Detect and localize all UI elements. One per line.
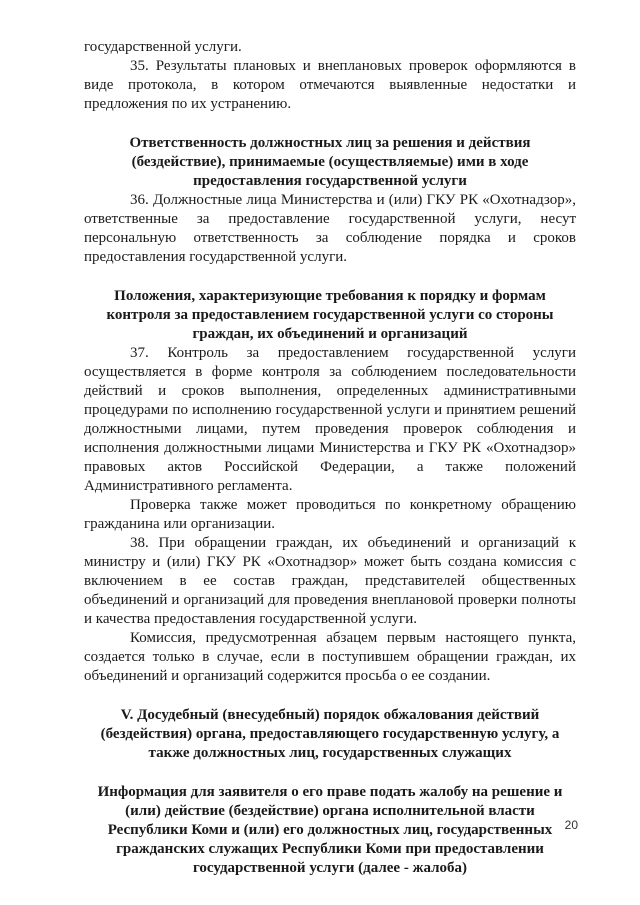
paragraph-intro-tail: государственной услуги. bbox=[84, 39, 242, 55]
paragraph-35: 35. Результаты плановых и внеплановых проверок оформляются в виде протокола, в котором отмечаются выявленные недостатки и предложения по их устранению. bbox=[84, 58, 576, 112]
paragraph-38: 38. При обращении граждан, их объединений и организаций к министру и (или) ГКУ РК «Охотнадзор» может быть создана комиссия с включением в ее состав граждан, представителей общественных объединений и организаций для проведения внеплановой проверки полноты и качества предоставления государственной услуги. bbox=[84, 535, 576, 627]
heading-section-5: V. Досудебный (внесудебный) порядок обжалования действий (бездействия) органа, предоставляющего государственную услугу, а также должностных лиц, государственных служащих bbox=[100, 707, 560, 761]
spacer bbox=[84, 114, 576, 134]
paragraph-37: 37. Контроль за предоставлением государственной услуги осуществляется в форме контроля за соблюдением последовательности действий и сроков выполнения, определенных административными процедурами по исполнению государственной услуги и принятием решений должностными лицами, путем проведения проверок соблюдения и исполнения должностными лицами Министерства и ГКУ РК «Охотнадзор» правовых актов Российской Федерации, а также положений Административного регламента. bbox=[84, 345, 576, 494]
paragraph-36: 36. Должностные лица Министерства и (или) ГКУ РК «Охотнадзор», ответственные за предоставление государственной услуги, несут персональную ответственность за соблюдение порядка и сроков предоставления государственной услуги. bbox=[84, 192, 576, 265]
paragraph-37-extra: Проверка также может проводиться по конкретному обращению гражданина или организации. bbox=[84, 497, 576, 532]
spacer bbox=[84, 763, 576, 783]
page-number: 20 bbox=[564, 818, 578, 832]
paragraph-38-extra: Комиссия, предусмотренная абзацем первым настоящего пункта, создается только в случае, если в поступившем обращении граждан, их объединений и организаций содержится просьба о ее создании. bbox=[84, 630, 576, 684]
heading-complaint-info: Информация для заявителя о его праве подать жалобу на решение и (или) действие (бездействие) органа исполнительной власти Республики Коми и (или) его должностных лиц, государственных гражданских служащих Республики Коми при предоставлении государственной услуги (далее - жалоба) bbox=[97, 784, 563, 876]
document-page bbox=[84, 38, 576, 878]
spacer bbox=[84, 686, 576, 706]
spacer bbox=[84, 267, 576, 287]
heading-responsibility: Ответственность должностных лиц за решения и действия (бездействие), принимаемые (осуществляемые) ими в ходе предоставления государственной услуги bbox=[129, 135, 531, 189]
heading-control: Положения, характеризующие требования к порядку и формам контроля за предоставлением государственной услуги со стороны граждан, их объединений и организаций bbox=[106, 288, 554, 342]
